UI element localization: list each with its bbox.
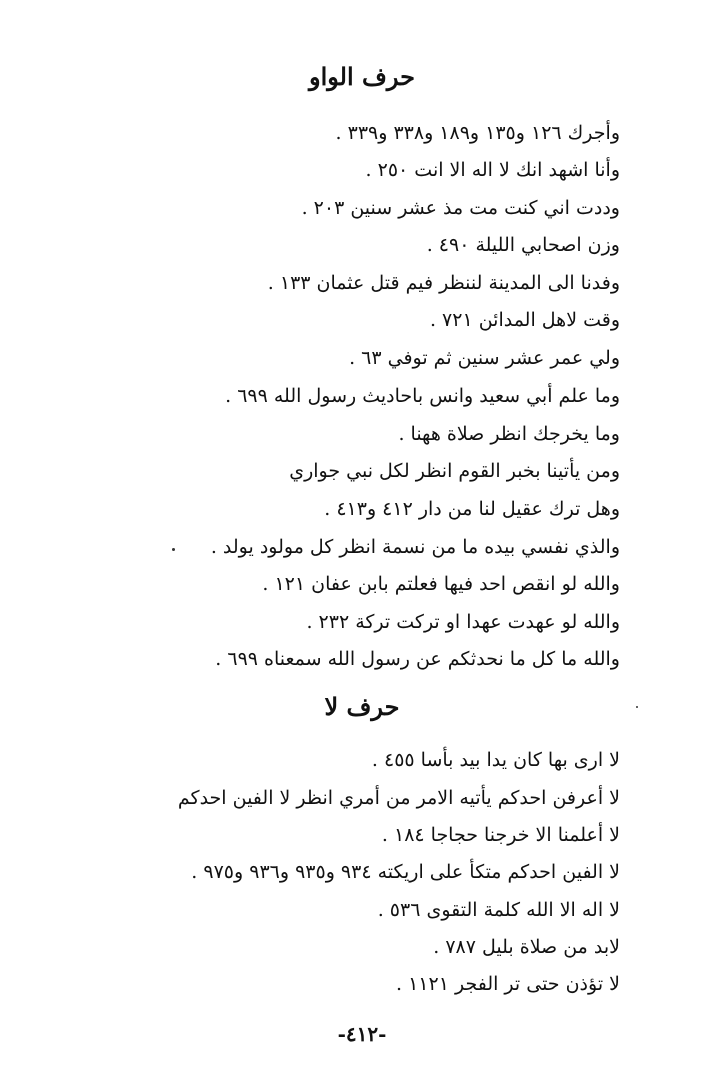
entry-line: وقت لاهل المدائن ٧٢١ . [429,309,620,331]
entry-line: لا أعرفن احدكم يأتيه الامر من أمري انظر لا الفين احدكم [177,787,620,809]
entry-line: والله لو انقص احد فيها فعلتم بابن عفان ١٢١ . [262,573,620,595]
entry-line: والله ما كل ما نحدثكم عن رسول الله سمعناه ٦٩٩ . [215,648,620,670]
entry-line: والله لو عهدت عهدا او تركت تركة ٢٣٢ . [306,611,620,633]
entry-line: والذي نفسي بيده ما من نسمة انظر كل مولود يولد . [210,536,620,558]
entry-line: لا أعلمنا الا خرجنا حجاجا ١٨٤ . [381,824,620,846]
entry-line: وأنا اشهد انك لا اله الا انت ٢٥٠ . [365,159,620,181]
section-heading-waw: حرف الواو [309,62,415,91]
section-heading-la: حرف لا [324,692,400,721]
entry-line: وددت اني كنت مت مذ عشر سنين ٢٠٣ . [301,197,620,219]
page-number: -٤١٢- [337,1022,387,1046]
entry-line: وأجرك ١٢٦ و١٣٥ و١٨٩ و٣٣٨ و٣٣٩ . [335,122,620,144]
entry-line: لا تؤذن حتى تر الفجر ١١٢١ . [396,973,620,995]
entry-line: ولي عمر عشر سنين ثم توفي ٦٣ . [349,347,620,369]
scan-speck [172,548,175,551]
entry-line: لا ارى بها كان يدا بيد بأسا ٤٥٥ . [371,749,620,771]
entry-line: لابد من صلاة بليل ٧٨٧ . [433,936,620,958]
entry-line: وما علم أبي سعيد وانس باحاديث رسول الله ٦٩٩ . [225,385,620,407]
entry-line: وفدنا الى المدينة لننظر فيم قتل عثمان ١٣٣ . [267,272,620,294]
entry-line: لا اله الا الله كلمة التقوى ٥٣٦ . [377,899,620,921]
entry-line: وما يخرجك انظر صلاة ههنا . [398,423,620,445]
entry-line: وهل ترك عقيل لنا من دار ٤١٢ و٤١٣ . [324,498,620,520]
entry-line: ومن يأتينا بخبر القوم انظر لكل نبي جواري [289,460,620,482]
entry-line: لا الفين احدكم متكأ على اريكته ٩٣٤ و٩٣٥ و٩٣٦ و٩٧٥ . [191,861,620,883]
scan-speck [636,706,638,708]
entry-line: وزن اصحابي الليلة ٤٩٠ . [426,234,620,256]
